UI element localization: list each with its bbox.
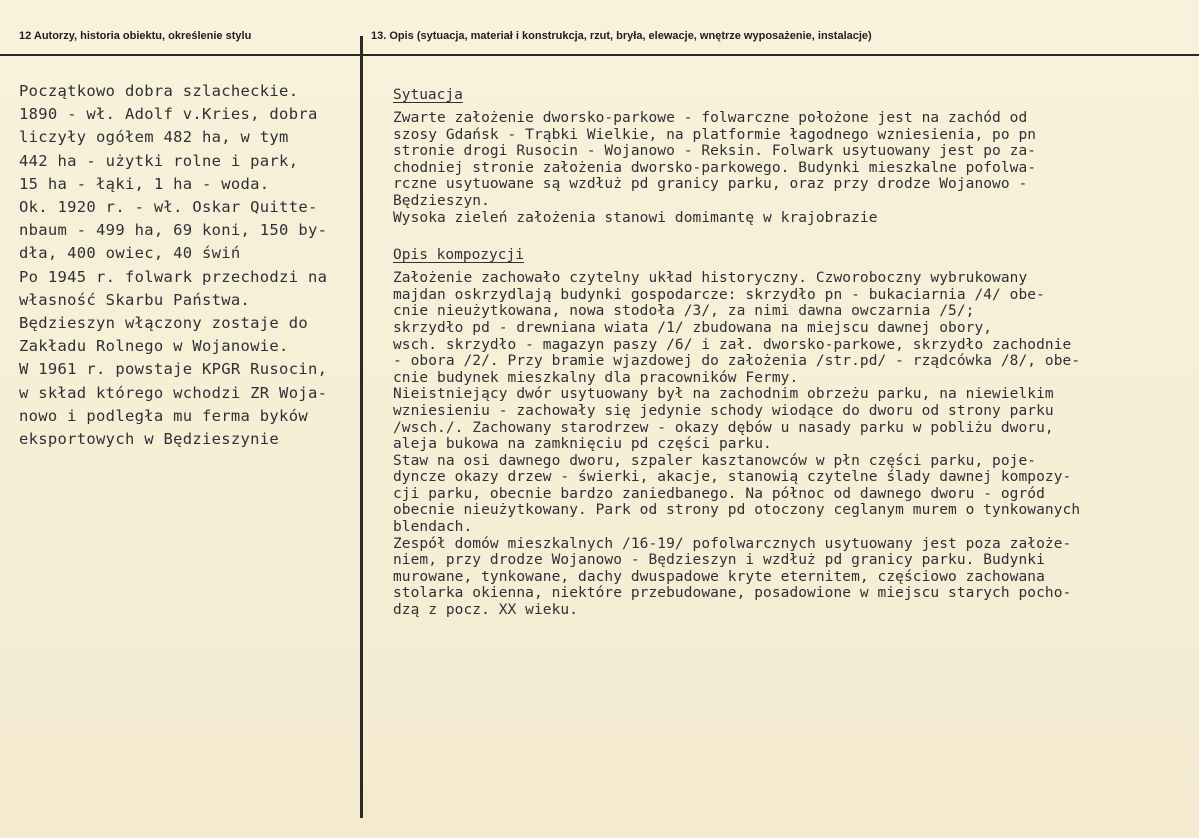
header-divider	[0, 54, 1199, 56]
composition-body: Założenie zachowało czytelny układ historyczny. Czworoboczny wybrukowany majdan oskrzydlają budynki gospodarcze: skrzydło pn - bukaciarnia /4/ obe- cnie nieużytkowana, nowa stodoła /3/, za nimi dawna owczarnia /5/; skrzydło pd - drewniana wiata /1/ zbudowana na miejscu dawnej obory, wsch. skrzydło - magazyn paszy /6/ i zał. dworsko-parkowe, skrzydło zachodnie - obora /2/. Przy bramie wjazdowej do założenia /str.pd/ - rządcówka /8/, obe- cnie budynek mieszkalny dla pracowników Fermy. Nieistniejący dwór usytuowany był na zachodnim obrzeżu parku, na niewielkim wzniesieniu - zachowały się jedynie schody wiodące do dworu od strony parku /wsch./. Zachowany starodrzew - okazy dębów u nasady parku w pobliżu dworu, aleja bukowa na zamknięciu pd części parku. Staw na osi dawnego dworu, szpaler kasztanowców w płn części parku, poje- dyncze okazy drzew - świerki, akacje, stanowią czytelne ślady dawnej kompozy- cji parku, obecnie bardzo zaniedbanego. Na północ od dawnego dworu - ogród obecnie nieużytkowany. Park od strony pd otoczony ceglanym murem o tynkowanych blendach. Zespół domów mieszkalnych /16-19/ pofolwarcznych usytuowany jest poza założe- niem, przy drodze Wojanowo - Będzieszyn i wzdłuż pd granicy parku. Budynki murowane, tynkowane, dachy dwuspadowe kryte eternitem, częściowo zachowana stolarka okienna, niektóre przebudowane, posadowione w miejscu starych pocho- dzą z pocz. XX wieku.	[393, 270, 1081, 619]
description-column	[393, 86, 1193, 619]
history-text: Początkowo dobra szlacheckie. 1890 - wł. Adolf v.Kries, dobra liczyły ogółem 482 ha, w tym 442 ha - użytki rolne i park, 15 ha - łąki, 1 ha - woda. Ok. 1920 r. - wł. Oskar Quitte- nbaum - 499 ha, 69 koni, 150 by- dła, 400 owiec, 40 świń Po 1945 r. folwark przechodzi na własność Skarbu Państwa. Będzieszyn włączony zostaje do Zakładu Rolnego w Wojanowie. W 1961 r. powstaje KPGR Rusocin, w skład którego wchodzi ZR Woja- nowo i podległa mu ferma byków eksportowych w Będzieszynie	[19, 82, 328, 449]
situation-body: Zwarte założenie dworsko-parkowe - folwarczne położone jest na zachód od szosy Gdańsk - Trąbki Wielkie, na platformie łagodnego wzniesienia, po pn stronie drogi Rusocin - Wojanowo - Reksin. Folwark usytuowany jest po za- chodniej stronie założenia dworsko-parkowego. Budynki mieszkalne pofolwa- rczne usytuowane są wzdłuż pd granicy parku, oraz przy drodze Wojanowo - Będzieszyn. Wysoka zieleń założenia stanowi domimantę w krajobrazie	[393, 110, 1037, 226]
section-12-header: 12 Autorzy, historia obiektu, określenie stylu	[19, 30, 252, 42]
situation-title: Sytuacja	[393, 87, 463, 103]
situation-section	[393, 86, 1193, 226]
column-divider	[360, 36, 363, 818]
composition-section	[393, 246, 1193, 618]
section-gap	[393, 226, 1193, 246]
section-13-header: 13. Opis (sytuacja, materiał i konstrukcja, rzut, bryła, elewacje, wnętrze wyposażenie, instalacje)	[371, 30, 872, 42]
composition-title: Opis kompozycji	[393, 247, 524, 264]
